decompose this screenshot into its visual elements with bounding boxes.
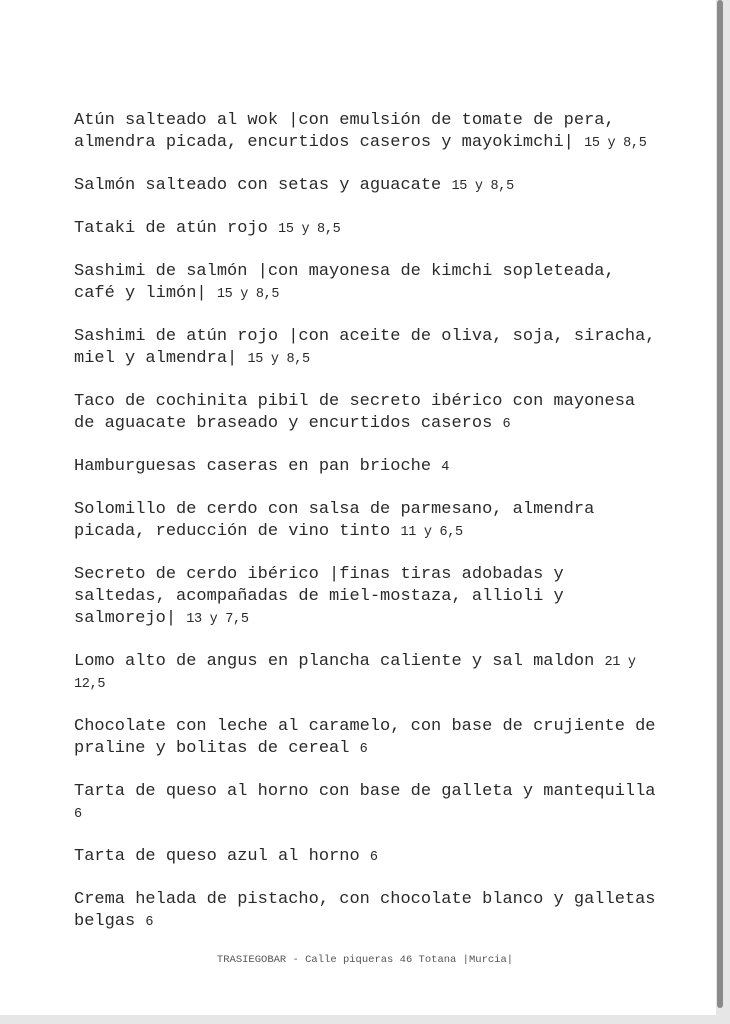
menu-item-line bbox=[74, 521, 694, 543]
dish-text: Chocolate con leche al caramelo, con base de crujiente de bbox=[74, 717, 656, 736]
page-footer: TRASIEGOBAR - Calle piqueras 46 Totana |Murcia| bbox=[216, 954, 514, 966]
menu-item-line bbox=[74, 738, 694, 760]
dish-price: 15 y 8,5 bbox=[216, 287, 280, 302]
dish-text: Sashimi de salmón |con mayonesa de kimchi sopleteada, bbox=[74, 262, 615, 281]
menu-item-line bbox=[74, 911, 694, 933]
dish-text: Lomo alto de angus en plancha caliente y sal maldon bbox=[74, 652, 605, 671]
dish-price: 6 bbox=[502, 417, 511, 432]
dish-price: 21 y bbox=[604, 655, 636, 670]
menu-item bbox=[74, 261, 694, 305]
dish-text: picada, reducción de vino tinto bbox=[74, 522, 401, 541]
menu-item-line bbox=[74, 499, 694, 521]
dish-text: café y limón| bbox=[74, 284, 217, 303]
dish-price: 4 bbox=[441, 460, 450, 475]
dish-price: 6 bbox=[74, 807, 82, 822]
dish-text: Taco de cochinita pibil de secreto ibérico con mayonesa bbox=[74, 392, 636, 411]
menu-item bbox=[74, 781, 694, 825]
menu-item bbox=[74, 326, 694, 370]
menu-item-line bbox=[74, 283, 694, 305]
menu-item bbox=[74, 716, 694, 760]
dish-text: Salmón salteado con setas y aguacate bbox=[74, 176, 452, 195]
dish-text: belgas bbox=[74, 912, 146, 931]
menu-item bbox=[74, 499, 694, 543]
menu-item bbox=[74, 564, 694, 630]
menu-item-line bbox=[74, 889, 694, 911]
menu-item-line bbox=[74, 781, 694, 803]
dish-price: 6 bbox=[145, 915, 154, 930]
dish-text: praline y bolitas de cereal bbox=[74, 739, 360, 758]
menu-item bbox=[74, 846, 694, 868]
dish-price: 6 bbox=[359, 742, 368, 757]
dish-price: 15 y 8,5 bbox=[278, 222, 341, 237]
menu-item-line bbox=[74, 564, 694, 586]
menu-item-line bbox=[74, 673, 694, 695]
vertical-scrollbar[interactable] bbox=[717, 0, 723, 1008]
dish-text: saltedas, acompañadas de miel-mostaza, allioli y bbox=[74, 587, 564, 606]
dish-text: Solomillo de cerdo con salsa de parmesano, almendra bbox=[74, 500, 595, 519]
dish-text: Sashimi de atún rojo |con aceite de oliva, soja, siracha, bbox=[74, 327, 656, 346]
dish-text: Secreto de cerdo ibérico |finas tiras adobadas y bbox=[74, 565, 564, 584]
menu-item-line bbox=[74, 391, 694, 413]
menu-item-line bbox=[74, 326, 694, 348]
menu-item-line bbox=[74, 651, 694, 673]
menu-item-line bbox=[74, 261, 694, 283]
menu-item-line bbox=[74, 608, 694, 630]
menu-item-line bbox=[74, 803, 694, 825]
menu-item-line bbox=[74, 218, 694, 240]
dish-text: Crema helada de pistacho, con chocolate blanco y galletas bbox=[74, 890, 656, 909]
dish-text: Hamburguesas caseras en pan brioche bbox=[74, 457, 442, 476]
menu-item-line bbox=[74, 132, 694, 154]
menu-item bbox=[74, 175, 694, 197]
dish-price: 12,5 bbox=[74, 677, 106, 692]
menu-item bbox=[74, 391, 694, 435]
menu-list bbox=[74, 110, 694, 954]
dish-price: 13 y 7,5 bbox=[186, 612, 249, 627]
menu-item-line bbox=[74, 456, 694, 478]
dish-text: de aguacate braseado y encurtidos caseros bbox=[74, 414, 503, 433]
dish-price: 15 y 8,5 bbox=[247, 352, 310, 367]
menu-item-line bbox=[74, 348, 694, 370]
dish-price: 6 bbox=[369, 850, 378, 865]
dish-price: 11 y 6,5 bbox=[400, 525, 463, 540]
menu-item-line bbox=[74, 846, 694, 868]
menu-item bbox=[74, 651, 694, 695]
dish-price: 15 y 8,5 bbox=[451, 179, 514, 194]
menu-item bbox=[74, 889, 694, 933]
menu-item bbox=[74, 110, 694, 154]
menu-item-line bbox=[74, 413, 694, 435]
dish-text: Tarta de queso azul al horno bbox=[74, 847, 370, 866]
dish-text: Tarta de queso al horno con base de galleta y mantequilla bbox=[74, 782, 656, 801]
menu-item-line bbox=[74, 586, 694, 608]
dish-text: miel y almendra| bbox=[74, 349, 248, 368]
dish-price: 15 y 8,5 bbox=[584, 136, 647, 151]
menu-item-line bbox=[74, 175, 694, 197]
menu-item bbox=[74, 456, 694, 478]
menu-item-line bbox=[74, 716, 694, 738]
dish-text: Atún salteado al wok |con emulsión de tomate de pera, bbox=[74, 111, 615, 130]
menu-item bbox=[74, 218, 694, 240]
dish-text: almendra picada, encurtidos caseros y mayokimchi| bbox=[74, 133, 585, 152]
dish-text: salmorejo| bbox=[74, 609, 187, 628]
menu-item-line bbox=[74, 110, 694, 132]
dish-text: Tataki de atún rojo bbox=[74, 219, 279, 238]
